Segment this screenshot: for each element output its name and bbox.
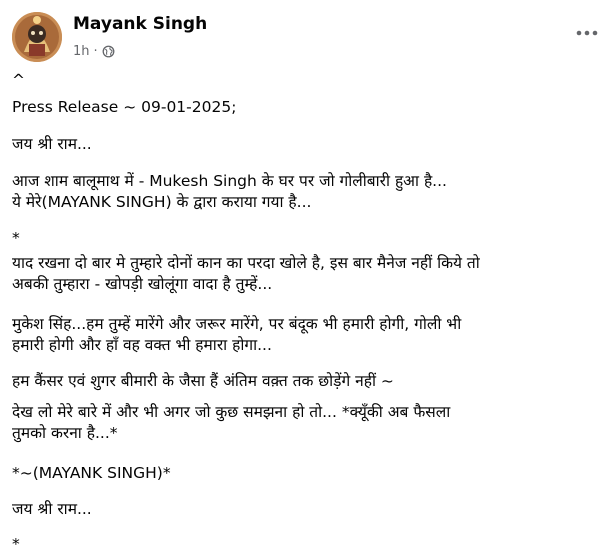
signature-line: *~(MAYANK SINGH)* (12, 464, 171, 482)
meta-separator: · (93, 43, 98, 59)
post-meta (73, 42, 115, 60)
globe-icon[interactable] (102, 45, 115, 58)
author-name[interactable]: Mayank Singh (73, 14, 208, 34)
avatar[interactable] (12, 12, 62, 62)
greeting-line: जय श्री राम... (12, 135, 92, 153)
paragraph-2-line-2: अबकी तुम्हारा - खोपड़ी खोलूंगा वादा है तुम्हें... (12, 275, 273, 293)
trailing-star-line: * (12, 535, 20, 553)
paragraph-1 (12, 171, 447, 213)
paragraph-2-line-1: याद रखना दो बार मे तुम्हारे दोनों कान का परदा खोले है, इस बार मैनेज नहीं किये तो (12, 254, 480, 272)
paragraph-5 (12, 402, 450, 444)
closing-greeting-line: जय श्री राम... (12, 500, 92, 518)
paragraph-5-line-1: देख लो मेरे बारे में और भी अगर जो कुछ समझना हो तो... *क्यूँकी अब फैसला (12, 403, 451, 421)
avatar-image (12, 12, 62, 62)
star-line: * (12, 229, 20, 247)
paragraph-4: हम कैंसर एवं शुगर बीमारी के जैसा हैं अंतिम वक़्त तक छोड़ेंगे नहीं ~ (12, 372, 394, 390)
paragraph-3-line-2: हमारी होगी और हाँ वह वक्त भी हमारा होगा... (12, 336, 272, 354)
post-header (0, 0, 616, 70)
paragraph-2 (12, 253, 480, 295)
paragraph-1-line-2: ये मेरे(MAYANK SINGH) के द्वारा कराया गया है... (12, 193, 312, 211)
paragraph-1-line-1: आज शाम बालूमाथ में - Mukesh Singh के घर पर जो गोलीबारी हुआ है... (12, 172, 447, 190)
paragraph-5-line-2: तुमको करना है...* (12, 424, 118, 442)
paragraph-3 (12, 314, 461, 356)
post-time[interactable]: 1h (73, 43, 90, 59)
more-horizontal-icon (576, 30, 598, 36)
caret-line: ^ (12, 71, 25, 89)
paragraph-3-line-1: मुकेश सिंह...हम तुम्हें मारेंगे और जरूर मारेंगे, पर बंदूक भी हमारी होगी, गोली भी (12, 315, 462, 333)
press-release-line: Press Release ~ 09-01-2025; (12, 98, 237, 116)
more-options-button[interactable] (574, 20, 600, 46)
